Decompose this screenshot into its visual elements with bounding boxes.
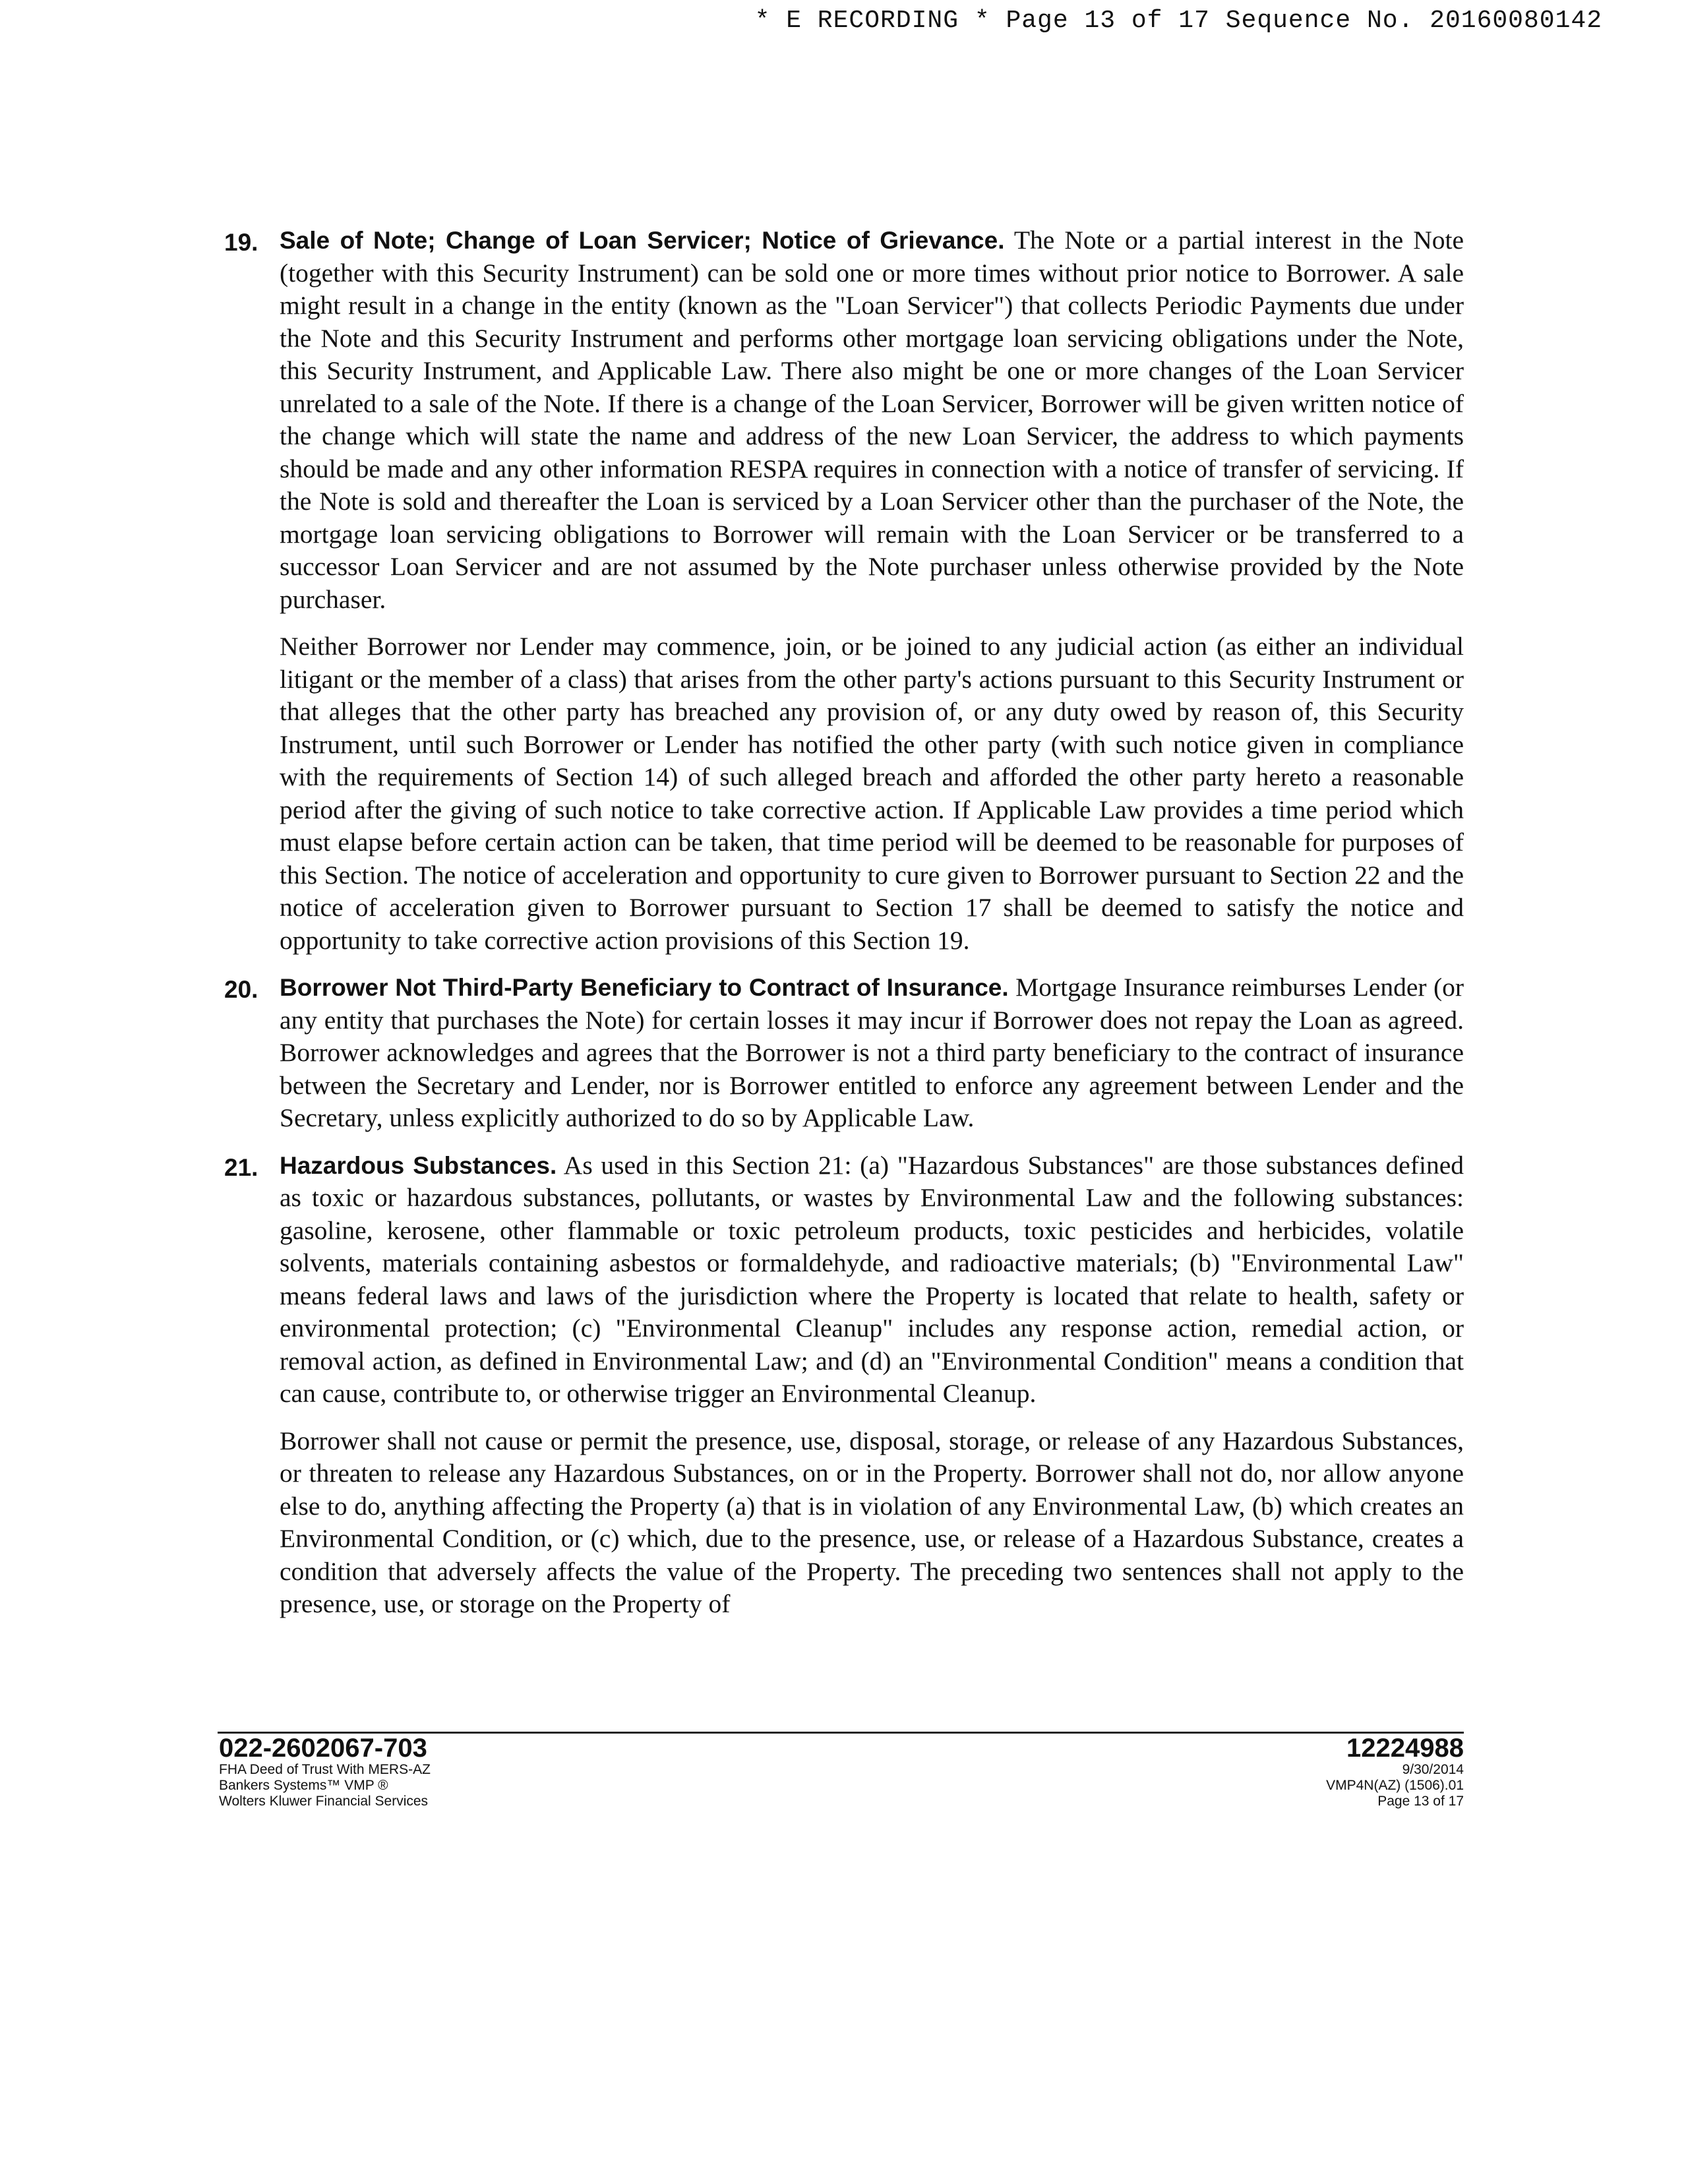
recording-header: * E RECORDING * Page 13 of 17 Sequence No. 20160080142: [754, 7, 1602, 35]
section-title: Sale of Note; Change of Loan Servicer; Notice of Grievance.: [280, 227, 1005, 254]
section-intro-text: Mortgage Insurance reimburses Lender (or any entity that purchases the Note) for certain losses it may incur if Borrower does not repay the Loan as agreed. Borrower acknowledges and agrees that the Borrower is not a third party beneficiary to the contract of insurance between the Secretary and Lender, nor is Borrower entitled to enforce any agreement between Lender and the Secretary, unless explicitly authorized to do so by Applicable Law.: [280, 973, 1464, 1132]
section-19: [218, 224, 1464, 957]
section-21: [218, 1149, 1464, 1621]
section-paragraph: [280, 224, 1464, 616]
section-paragraph: [280, 971, 1464, 1135]
footer-left: [219, 1734, 431, 1809]
document-body: [218, 224, 1464, 1635]
section-number: 20.: [224, 976, 258, 1003]
vendor-name: Bankers Systems™ VMP ®: [219, 1778, 388, 1793]
section-intro-text: As used in this Section 21: (a) "Hazardous Substances" are those substances defined as toxic or hazardous substances, pollutants, or wastes by Environmental Law and the following substances: gasoline, kerosene, other flammable or toxic petroleum products, toxic pesticides and herbicides, volatile solvents, materials containing asbestos or formaldehyde, and radioactive materials; (b) "Environmental Law" means federal laws and laws of the jurisdiction where the Property is located that relate to health, safety or environmental protection; (c) "Environmental Cleanup" includes any response action, remedial action, or removal action, as defined in Environmental Law; and (d) an "Environmental Condition" means a condition that can cause, contribute to, or otherwise trigger an Environmental Cleanup.: [280, 1150, 1464, 1408]
form-code: VMP4N(AZ) (1506).01: [1326, 1778, 1464, 1793]
section-20: [218, 971, 1464, 1135]
section-paragraph: Borrower shall not cause or permit the presence, use, disposal, storage, or release of any Hazardous Substances, or threaten to release any Hazardous Substances, on or in the Property. Borrower shall not do, nor allow anyone else to do, anything affecting the Property (a) that is in violation of any Environmental Law, (b) which creates an Environmental Condition, or (c) which, due to the presence, use, or release of a Hazardous Substance, creates a condition that adversely affects the value of the Property. The preceding two sentences shall not apply to the presence, use, or storage on the Property of: [280, 1426, 1464, 1618]
page-number: Page 13 of 17: [1377, 1794, 1464, 1809]
publisher-name: Wolters Kluwer Financial Services: [219, 1794, 429, 1809]
section-paragraph: Neither Borrower nor Lender may commence, join, or be joined to any judicial action (as either an individual litigant or the member of a class) that arises from the other party's actions pursuant to this Security Instrument or that alleges that the other party has breached any provision of, or any duty owed by reason of, this Security Instrument, until such Borrower or Lender has notified the other party (with such notice given in compliance with the requirements of Section 14) of such alleged breach and afforded the other party hereto a reasonable period after the giving of such notice to take corrective action. If Applicable Law provides a time period which must elapse before certain action can be taken, that time period will be deemed to be reasonable for purposes of this Section. The notice of acceleration and opportunity to cure given to Borrower pursuant to Section 22 and the notice of acceleration given to Borrower pursuant to Section 17 shall be deemed to satisfy the notice and opportunity to take corrective action provisions of this Section 19.: [280, 632, 1464, 955]
loan-number: 022-2602067-703: [219, 1734, 427, 1763]
section-title: Hazardous Substances.: [280, 1151, 557, 1179]
form-name: FHA Deed of Trust With MERS-AZ: [219, 1762, 431, 1777]
section-number: 21.: [224, 1153, 258, 1181]
section-paragraph: [280, 1149, 1464, 1410]
footer-right: [1326, 1734, 1464, 1809]
document-number: 12224988: [1346, 1734, 1464, 1763]
document-date: 9/30/2014: [1402, 1762, 1464, 1777]
section-number: 19.: [224, 229, 258, 256]
section-title: Borrower Not Third-Party Beneficiary to Contract of Insurance.: [280, 974, 1009, 1001]
section-intro-text: The Note or a partial interest in the Note (together with this Security Instrument) can be sold one or more times without prior notice to Borrower. A sale might result in a change in the entity (known as the "Loan Servicer") that collects Periodic Payments due under the Note and this Security Instrument and performs other mortgage loan servicing obligations under the Note, this Security Instrument, and Applicable Law. There also might be one or more changes of the Loan Servicer unrelated to a sale of the Note. If there is a change of the Loan Servicer, Borrower will be given written notice of the change which will state the name and address of the new Loan Servicer, the address to which payments should be made and any other information RESPA requires in connection with a notice of transfer of servicing. If the Note is sold and thereafter the Loan is serviced by a Loan Servicer other than the purchaser of the Note, the mortgage loan servicing obligations to Borrower will remain with the Loan Servicer or be transferred to a successor Loan Servicer and are not assumed by the Note purchaser unless otherwise provided by the Note purchaser.: [280, 226, 1464, 614]
